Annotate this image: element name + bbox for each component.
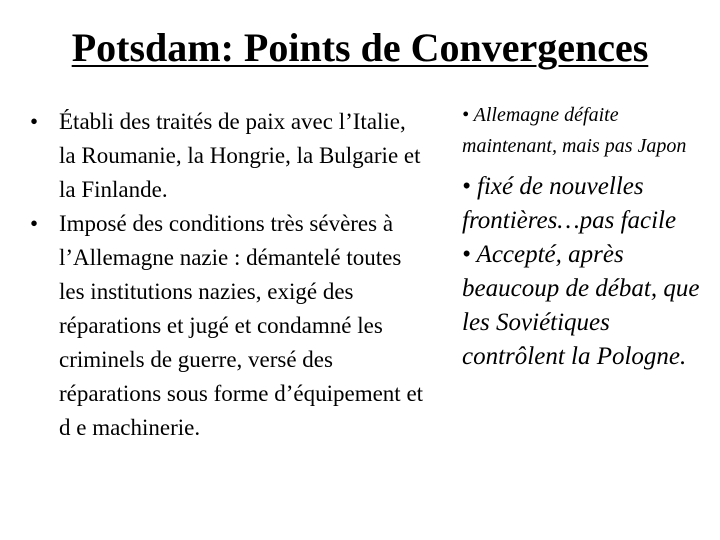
bullet-icon: • [30,211,39,236]
bullet-icon: • [30,109,39,134]
slide-title: Potsdam: Points de Convergences [71,25,649,70]
left-bullet-list [30,105,425,445]
list-item [30,207,425,445]
list-item: • Allemagne défaite maintenant, mais pas Japon [462,104,687,157]
list-item: • Accepté, après beaucoup de débat, que les Soviétiques contrôlent la Pologne. [462,241,700,370]
right-bullet-list [462,100,707,374]
list-item-text: Établi des traités de paix avec l’Italie, la Roumanie, la Hongrie, la Bulgarie et la Finlande. [59,109,421,202]
list-item: • fixé de nouvelles frontières…pas facile [462,173,677,234]
list-item-text: Imposé des conditions très sévères à l’Allemagne nazie : démantelé toutes les institutions nazies, exigé des réparations et jugé et condamné les criminels de guerre, versé des réparations sous forme d’équipement et d e machinerie. [59,211,424,440]
list-item [30,105,425,207]
